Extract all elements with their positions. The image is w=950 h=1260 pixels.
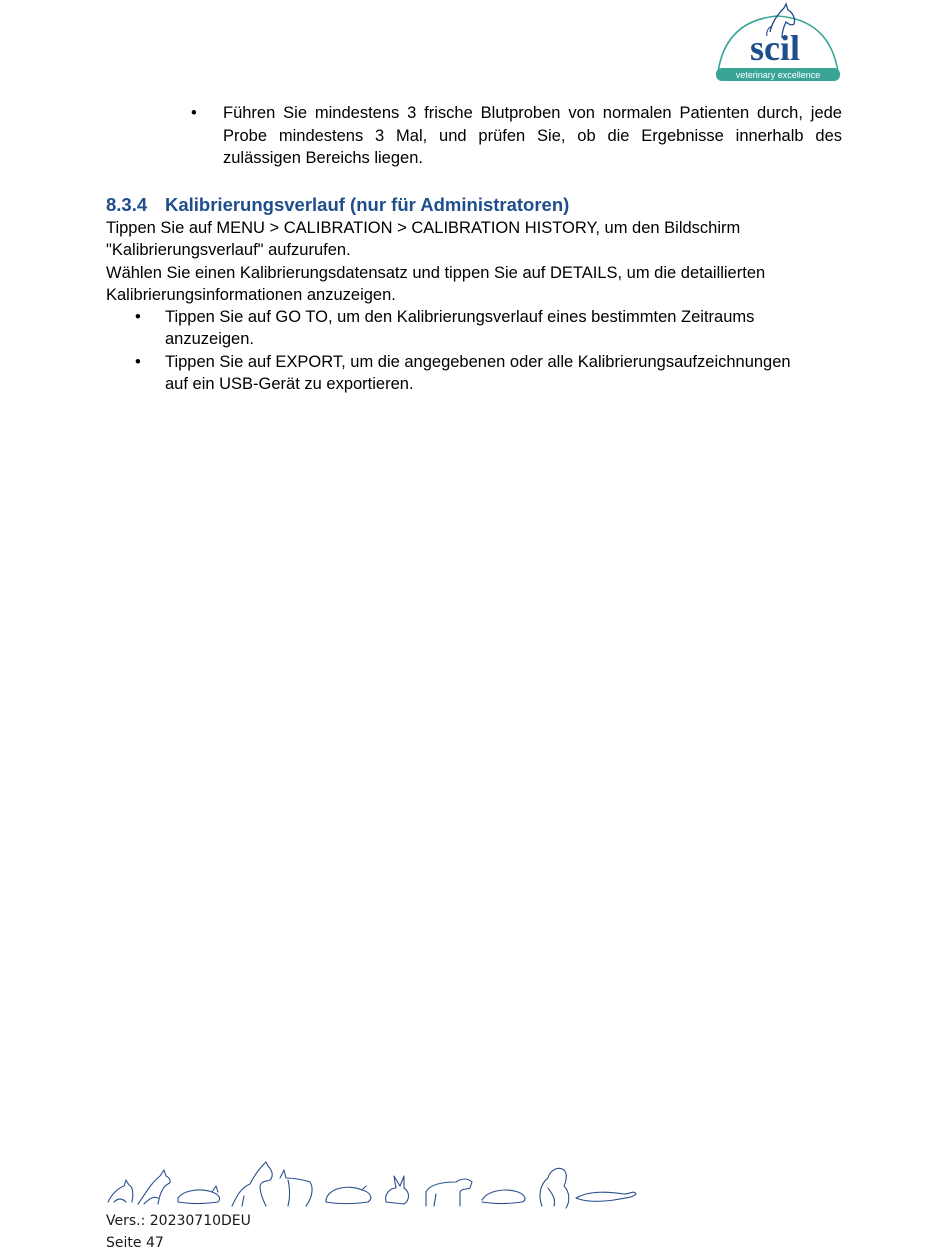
body-paragraph: Wählen Sie einen Kalibrierungsdatensatz und tippen Sie auf DETAILS, um die detaillierten Kalibrierungsinformationen anzuzeigen.	[106, 263, 766, 304]
section-heading	[106, 194, 569, 216]
body-paragraph: Tippen Sie auf MENU > CALIBRATION > CALIBRATION HISTORY, um den Bildschirm "Kalibrierungsverlauf" aufzurufen.	[106, 219, 741, 260]
section-body	[106, 217, 846, 395]
section-bullet-item: • Tippen Sie auf EXPORT, um die angegebenen oder alle Kalibrierungsaufzeichnungen auf ein USB-Gerät zu exportieren.	[106, 351, 846, 396]
intro-bullet-item: • Führen Sie mindestens 3 frische Blutproben von normalen Patienten durch, jede Probe mindestens 3 Mal, und prüfen Sie, ob die Ergebnisse innerhalb des zulässigen Bereichs liegen.	[187, 102, 842, 170]
animal-silhouettes-icon	[104, 1158, 638, 1214]
scil-logo	[712, 2, 844, 84]
section-bullet-item: • Tippen Sie auf GO TO, um den Kalibrierungsverlauf eines bestimmten Zeitraums anzuzeigen.	[106, 306, 846, 351]
section-number: 8.3.4	[106, 194, 148, 215]
page-number: Seite 47	[106, 1235, 164, 1251]
page-footer	[106, 1210, 251, 1254]
section-title: Kalibrierungsverlauf (nur für Administratoren)	[165, 194, 570, 215]
logo-brand-text: scil	[750, 28, 800, 68]
intro-bullet-list	[187, 102, 842, 170]
logo-tagline: veterinary excellence	[735, 70, 821, 80]
version-label: Vers.: 20230710DEU	[106, 1213, 251, 1229]
section-bullet-list	[106, 306, 846, 395]
